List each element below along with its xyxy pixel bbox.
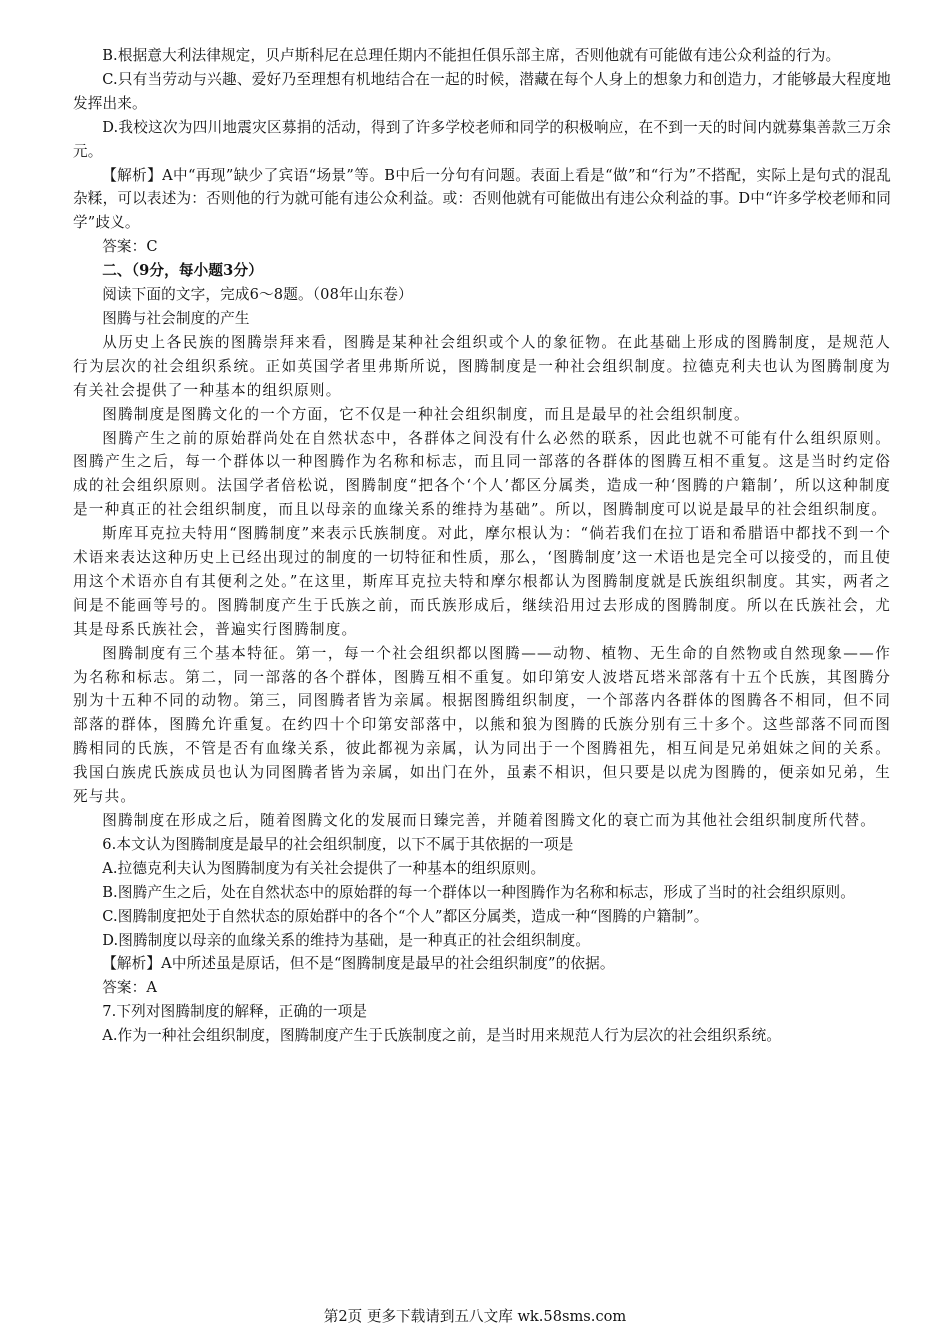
passage-paragraph-2: 图腾制度是图腾文化的一个方面，它不仅是一种社会组织制度，而且是最早的社会组织制度。 [102, 405, 750, 423]
q5-answer: 答案：C [102, 238, 158, 256]
q5-option-d: D.我校这次为四川地震灾区募捐的活动，得到了许多学校老师和同学的积极响应，在不到一天的时间内就募集善款三万余元。 [73, 118, 891, 160]
document-page [73, 44, 891, 1048]
q7-option-a: A.作为一种社会组织制度，图腾制度产生于氏族制度之前，是当时用来规范人行为层次的社会组织系统。 [102, 1027, 782, 1045]
q6-option-a: A.拉德克利夫认为图腾制度为有关社会提供了一种基本的组织原则。 [102, 859, 546, 877]
reading-instruction: 阅读下面的文字，完成6～8题。（08年山东卷） [102, 286, 413, 304]
q6-option-b: B.图腾产生之后，处在自然状态中的原始群的每一个群体以一种图腾作为名称和标志，形成了当时的社会组织原则。 [102, 883, 856, 901]
q6-analysis: 【解析】A中所述虽是原话，但不是“图腾制度是最早的社会组织制度”的依据。 [102, 955, 615, 973]
q5-option-c: C.只有当劳动与兴趣、爱好乃至理想有机地结合在一起的时候，潜藏在每个人身上的想象力和创造力，才能够最大程度地发挥出来。 [73, 70, 891, 112]
q5-option-b: B.根据意大利法律规定，贝卢斯科尼在总理任期内不能担任俱乐部主席，否则他就有可能做有违公众利益的行为。 [102, 47, 841, 64]
q6-stem: 6.本文认为图腾制度是最早的社会组织制度，以下不属于其依据的一项是 [102, 835, 574, 853]
passage-paragraph-1: 从历史上各民族的图腾崇拜来看，图腾是某种社会组织或个人的象征物。在此基础上形成的图腾制度，是规范人行为层次的社会组织系统。正如英国学者里弗斯所说，图腾制度是一种社会组织制度。拉德克利夫也认为图腾制度为有关社会提供了一种基本的组织原则。 [73, 333, 891, 399]
q5-analysis: 【解析】A中“再现”缺少了宾语“场景”等。B中后一分句有问题。表面上看是“做”和“行为”不搭配，实际上是句式的混乱杂糅，可以表述为：否则他的行为就可能有违公众利益。或：否则他就有可能做出有违公众利益的事。D中“许多学校老师和同学”歧义。 [73, 166, 891, 232]
q6-option-c: C.图腾制度把处于自然状态的原始群中的各个“个人”都区分属类，造成一种“图腾的户籍制”。 [102, 907, 709, 925]
passage-paragraph-5: 图腾制度有三个基本特征。第一，每一个社会组织都以图腾——动物、植物、无生命的自然物或自然现象——作为名称和标志。第二，同一部落的各个群体，图腾互相不重复。如印第安人波塔瓦塔米部落有十五个氏族，其图腾分别为十五种不同的动物。第三，同图腾者皆为亲属。根据图腾组织制度，一个部落内各群体的图腾各不相同，但不同部落的群体，图腾允许重复。在约四十个印第安部落中，以熊和狼为图腾的氏族分别有三十多个。这些部落不同而图腾相同的氏族，不管是否有血缘关系，彼此都视为亲属，认为同出于一个图腾祖先，相互间是兄弟姐妹之间的关系。我国白族虎氏族成员也认为同图腾者皆为亲属，如出门在外，虽素不相识，但只要是以虎为图腾的，便亲如兄弟，生死与共。 [73, 644, 891, 806]
passage-paragraph-4: 斯库耳克拉夫特用“图腾制度”来表示氏族制度。对此，摩尔根认为：“倘若我们在拉丁语和希腊语中都找不到一个术语来表达这种历史上已经出现过的制度的一切特征和性质，那么，‘图腾制度’这一术语也是完全可以接受的，而且使用这个术语亦自有其便利之处。”在这里，斯库耳克拉夫特和摩尔根都认为图腾制度就是氏族组织制度。其实，两者之间是不能画等号的。图腾制度产生于氏族之前，而氏族形成后，继续沿用过去形成的图腾制度。所以在氏族社会，尤其是母系氏族社会，普遍实行图腾制度。 [73, 525, 891, 638]
passage-paragraph-6: 图腾制度在形成之后，随着图腾文化的发展而日臻完善，并随着图腾文化的衰亡而为其他社会组织制度所代替。 [102, 812, 877, 829]
page-footer: 第2页 更多下载请到五八文库 wk.58sms.com [323, 1308, 627, 1325]
passage-paragraph-3: 图腾产生之前的原始群尚处在自然状态中，各群体之间没有什么必然的联系，因此也就不可能有什么组织原则。图腾产生之后，每一个群体以一种图腾作为名称和标志，而且同一部落的各群体的图腾互相不重复。这是当时约定俗成的社会组织原则。法国学者倍松说，图腾制度“把各个‘个人’都区分属类，造成一种‘图腾的户籍制’，所以这种制度是一种真正的社会组织制度，而且以母亲的血缘关系的维持为基础”。所以，图腾制度可以说是最早的社会组织制度。 [73, 429, 891, 519]
q6-answer: 答案：A [102, 979, 158, 997]
passage-title: 图腾与社会制度的产生 [102, 309, 250, 327]
q7-stem: 7.下列对图腾制度的解释，正确的一项是 [102, 1003, 368, 1021]
q6-option-d: D.图腾制度以母亲的血缘关系的维持为基础，是一种真正的社会组织制度。 [102, 931, 591, 949]
section-2-heading: 二、（9分，每小题3分） [102, 262, 263, 280]
